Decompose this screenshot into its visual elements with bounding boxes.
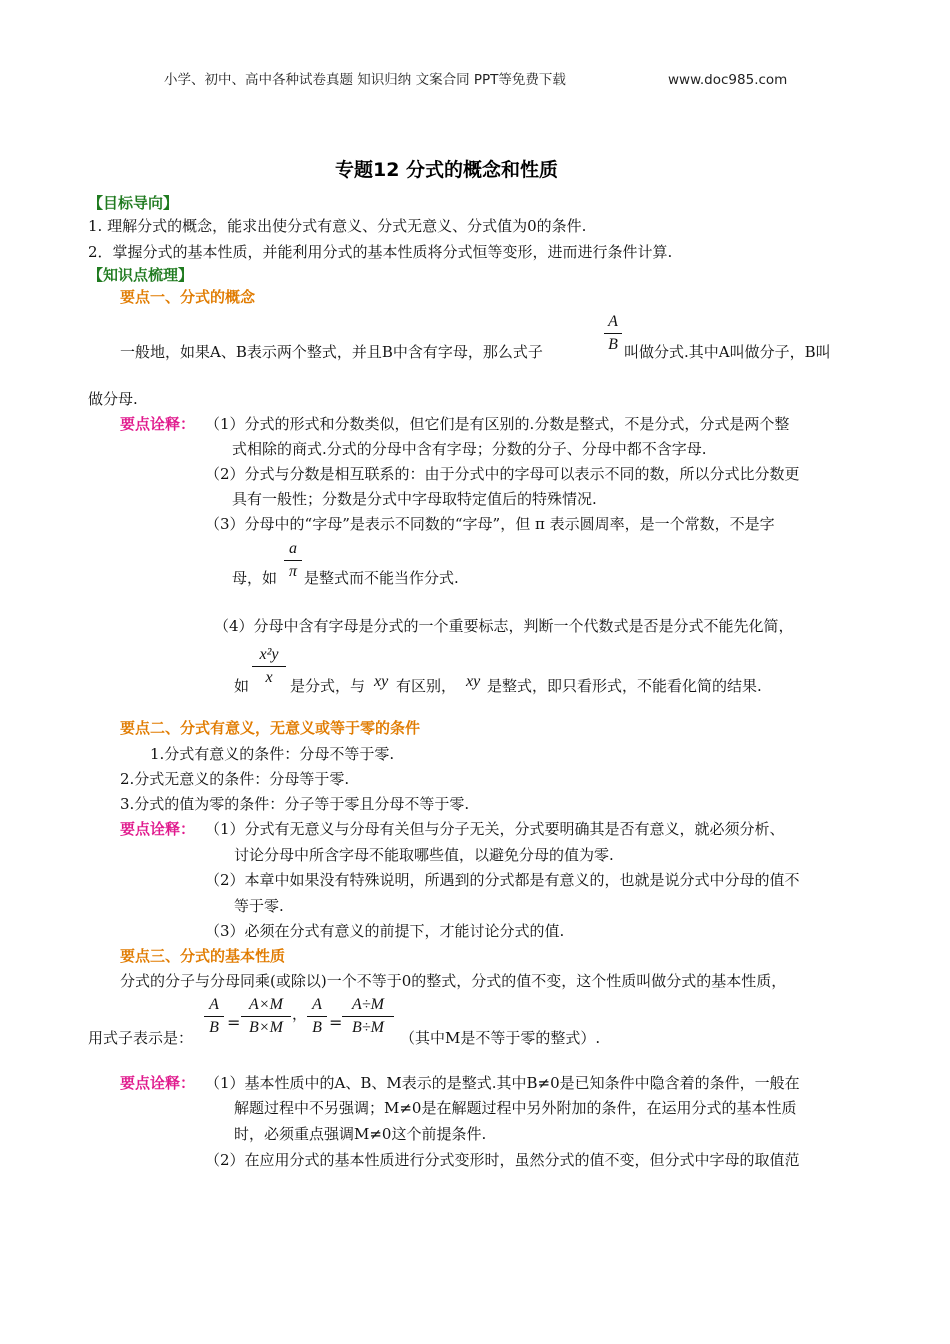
xy-expression-1: xy (374, 673, 389, 690)
s1-note-1a: （1）分式的形式和分数类似，但它们是有区别的.分数是整式，不是分式，分式是两个整 (205, 415, 790, 433)
header-url[interactable]: www.doc985.com (668, 72, 788, 88)
s1-note-3a: （3）分母中的“字母”是表示不同数的“字母”，但 π 表示圆周率，是一个常数，不是字 (205, 515, 775, 533)
s2-condition-2: 2.分式无意义的条件：分母等于零. (120, 770, 350, 788)
section1-heading: 要点一、分式的概念 (120, 288, 256, 306)
xy-expression-2: xy (466, 673, 481, 690)
equals-sign-1: = (227, 1013, 241, 1032)
knowledge-heading: 【知识点梳理】 (88, 266, 194, 284)
fraction-x2y-over-x: x²y x (252, 645, 286, 688)
s2-note-1b: 讨论分母中所含字母不能取哪些值，以避免分母的值为零. (234, 846, 614, 864)
s1-note-4b-mid2: 有区别， (396, 677, 457, 695)
goal-item-2: 2．掌握分式的基本性质，并能利用分式的基本性质将分式恒等变形，进而进行条件计算. (88, 243, 673, 261)
fraction-a-over-pi: a π (284, 539, 302, 582)
s1-note-1b: 式相除的商式.分式的分母中含有字母；分数的分子、分母中都不含字母. (232, 440, 707, 458)
s2-note-2a: （2）本章中如果没有特殊说明，所遇到的分式都是有意义的，也就是说分式中分母的值不 (205, 871, 800, 889)
s1-definition-c: 做分母. (88, 390, 138, 408)
goals-heading: 【目标导向】 (88, 194, 179, 212)
s3-formula-intro: 用式子表示是： (88, 1029, 194, 1047)
formula-fraction-divide: A÷M B÷M (342, 995, 394, 1038)
s3-paragraph-1: 分式的分子与分母同乘(或除以)一个不等于0的整式，分式的值不变，这个性质叫做分式的基本性质， (120, 972, 787, 990)
formula-fraction-a-b-1: A B (204, 995, 224, 1038)
section3-heading: 要点三、分式的基本性质 (120, 947, 286, 965)
s1-note-4b-mid1: 是分式，与 (290, 677, 366, 695)
formula-fraction-a-b-2: A B (307, 995, 327, 1038)
s1-note-3b-post: 是整式而不能当作分式. (304, 569, 459, 587)
s1-note-4a: （4）分母中含有字母是分式的一个重要标志，判断一个代数式是否是分式不能先化简， (214, 617, 794, 635)
s2-condition-3: 3.分式的值为零的条件：分子等于零且分母不等于零. (120, 795, 470, 813)
s2-note-label: 要点诠释： (120, 820, 196, 838)
section2-heading: 要点二、分式有意义，无意义或等于零的条件 (120, 719, 421, 737)
goal-item-1: 1. 理解分式的概念，能求出使分式有意义、分式无意义、分式值为0的条件. (88, 217, 587, 235)
page-title: 专题12 分式的概念和性质 (335, 159, 559, 181)
s2-note-1a: （1）分式有无意义与分母有关但与分子无关，分式要明确其是否有意义，就必须分析、 (205, 820, 785, 838)
formula-fraction-multiply: A×M B×M (241, 995, 291, 1038)
s3-note-1a: （1）基本性质中的A、B、M表示的是整式.其中B≠0是已知条件中隐含着的条件，一般在 (205, 1074, 800, 1092)
s3-note-label: 要点诠释： (120, 1074, 196, 1092)
s3-formula-note: （其中M是不等于零的整式）. (400, 1029, 601, 1047)
header-text: 小学、初中、高中各种试卷真题 知识归纳 文案合同 PPT等免费下载 (164, 72, 566, 88)
s1-note-3b-pre: 母，如 (232, 569, 278, 587)
s2-condition-1: 1.分式有意义的条件：分母不等于零. (150, 745, 395, 763)
s1-note-4b-post: 是整式，即只看形式，不能看化简的结果. (487, 677, 762, 695)
s1-definition-a: 一般地，如果A、B表示两个整式，并且B中含有字母，那么式子 (120, 343, 543, 361)
fraction-a-over-b: A B (604, 312, 622, 355)
s2-note-3: （3）必须在分式有意义的前提下，才能讨论分式的值. (205, 922, 565, 940)
s3-note-1c: 时，必须重点强调M≠0这个前提条件. (234, 1125, 487, 1143)
s3-note-2a: （2）在应用分式的基本性质进行分式变形时，虽然分式的值不变，但分式中字母的取值范 (205, 1151, 800, 1169)
formula-comma: ， (292, 1005, 308, 1023)
s2-note-2b: 等于零. (234, 897, 284, 915)
equals-sign-2: = (329, 1013, 343, 1032)
s1-note-4b-pre: 如 (234, 677, 250, 695)
s1-definition-b: 叫做分式.其中A叫做分子，B叫 (624, 343, 831, 361)
s3-note-1b: 解题过程中不另强调；M≠0是在解题过程中另外附加的条件，在运用分式的基本性质 (234, 1099, 797, 1117)
s1-note-label: 要点诠释： (120, 415, 196, 433)
s1-note-2b: 具有一般性；分数是分式中字母取特定值后的特殊情况. (232, 490, 597, 508)
s1-note-2a: （2）分式与分数是相互联系的：由于分式中的字母可以表示不同的数，所以分式比分数更 (205, 465, 800, 483)
